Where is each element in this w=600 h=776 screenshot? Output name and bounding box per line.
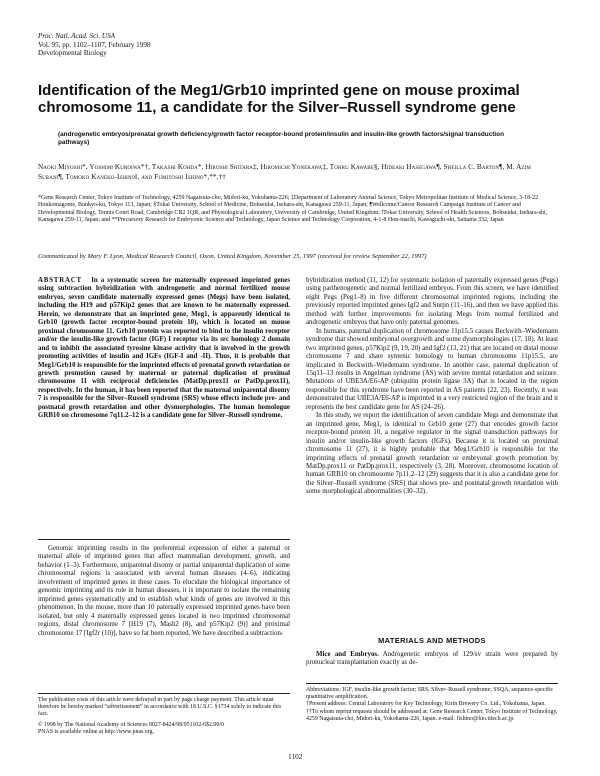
article-title: Identification of the Meg1/Grb10 imprinted gene on mouse proximal chromosome 11, a candidate for the Silver–Russell syndrome gene	[38, 82, 520, 116]
footnote-reprint: ††To whom reprint requests should be addressed at: Gene Research Center, Tokyo Institute of Technology, 4259 Nagatsuta-cho, Midori-ku, Yokohama-226, Japan. e-mail: fishino@bio.titech.ac.jp.	[306, 708, 558, 722]
intro-left-column	[38, 545, 290, 638]
abstract	[38, 277, 290, 421]
journal-volume: Vol. 95, pp. 1102–1107, February 1998	[38, 40, 151, 49]
abstract-text: In a systematic screen for maternally expressed imprinted genes using subtraction hybridization with androgenetic and normal fertilized mouse embryos, seven candidate maternally expressed genes (Megs) have been isolated, including the H19 and p57Kip2 genes that are known to be maternally expressed. Herein, we demonstrate that an imprinted gene, Meg1, is apparently identical to Grb10 (growth factor receptor-bound protein 10), which is located on mouse proximal chromosome 11. Grb10 protein was reported to bind to the insulin receptor and/or the insulin-like growth factor (IGF) I receptor via its src homology 2 domain and to inhibit the associated tyrosine kinase activity that is involved in the growth promoting activities of insulin and IGFs (IGF-I and -II). Thus, it is probable that Meg1/Grb10 is responsible for the imprinted effects of prenatal growth retardation or growth promotion caused by maternal or paternal duplication of proximal chromosome 11 with reciprocal deficiencies (MatDp.prox11 or PatDp.prox11), respectively. In the human, it has been reported that the maternal uniparental disomy 7 is responsible for the Silver–Russell syndrome (SRS) whose effects include pre- and postnatal growth retardation and other dysmorphologies. The human homologue GRB10 on chromosome 7q11.2–12 is a candidate gene for Silver–Russell syndrome.	[38, 277, 290, 420]
intro-right-column	[306, 277, 558, 497]
methods-text: Androgenetic embryos of 129/sv strain were prepared by pronuclear transplantation exactly as de-	[306, 651, 558, 667]
communicated-by: Communicated by Mary F. Lyon, Medical Research Council, Oxon, United Kingdom, November 25, 1997 (received for review September 22, 1997)	[38, 253, 427, 260]
methods-lead: Mice and Embryos.	[316, 651, 379, 658]
footnote-divider-right	[306, 683, 558, 684]
footnote-online: PNAS is available online at http://www.pnas.org.	[38, 728, 154, 735]
affiliations: *Gene Research Center, Tokyo Institute of Technology, 4259 Nagatsuta-cho, Midori-ku, Yokohama-226; ‡Department of Laboratory Animal Science, Tokyo Metropolitan Institute of Medical Science, 3-18-22 Honkomagome, Bunkyo-ku, Tokyo 113, Japan; §Tokai University, School of Medicine, Bohseidai, Isehara-shi, Kanagawa 259-11, Japan; ¶Wellcome/Cancer Research Campaign Institute of Cancer and Developmental Biology, Tennis Court Road, Cambridge CB2 1QR, and Physiological Laboratory, University of Cambridge, United Kingdom; ‖Tokai University, School of Health Sciences, Bohseidai, Isehara-shi, Kanagawa 259-11, Japan; and **Precursory Research for Embryonic Science and Technology, Japan Science and Technology Corporation, 4-1-8 Hon-machi, Kawaguchi-shi, Saitama 332, Japan	[38, 195, 548, 224]
footnote-abbreviations: Abbreviations: IGF, insulin-like growth factor; SRS, Silver–Russell syndrome; SSQA, sequence-specific quantitative amplification.	[306, 687, 554, 701]
paragraph-humans: In humans, paternal duplication of chromosome 11p15.5 causes Beckwith–Wiedemann syndrome that showed embryonal overgrowth and some dysmorphologies (17, 18). At least two imprinted genes, p57Kip2 (9, 19, 20) and Igf2 (13, 21) that are located on distal mouse chromosome 7 and share syntenic homology to human chromosome 11p15.5, are implicated in Beckwith–Wiedemann syndrome. In another case, paternal duplication of 15q11–13 results in Angelman syndrome (AS) with severe mental retardation and seizure. Mutations of UBE3A/E6-AP (ubiquitin protein ligase 3A) that is located in the region responsible for this syndrome have been reported in AS patients (22, 23). Recently, it was demonstrated that UBE3A/E6-AP is imprinted in a very restricted region of the brain and it represents the best candidate gene for AS (24–26).	[306, 327, 558, 411]
journal-header	[38, 32, 151, 58]
footnote-copyright: © 1998 by The National Academy of Sciences 0027-8424/98/951102-6$2.00/0	[38, 721, 224, 728]
footnote-divider-left	[38, 693, 290, 694]
journal-name: Proc. Natl. Acad. Sci. USA	[38, 32, 116, 40]
methods-paragraph	[306, 651, 558, 668]
paragraph-continued: hybridization method (11, 12) for systematic isolation of paternally expressed genes (Pegs) using parthenogenetic and normal fertilized embryos. From this screen, we have identified eight Pegs (Peg1–8) in five different chromosomal imprinted regions, including the previously reported imprinted genes Igf2 and Snrpn (11–16), and then we have applied this method with further improvements for isolating Megs from normal fertilized and androgenetic embryos that have only paternal genomes.	[306, 277, 558, 327]
page-number: 1102	[288, 752, 303, 761]
abstract-label: ABSTRACT	[38, 277, 82, 284]
intro-paragraph: Genomic imprinting results in the preferential expression of either a paternal or maternal allele of imprinted genes that affect mammalian development, growth, and behavior (1–3). Furthermore, uniparental disomy or partial uniparental duplication of some chromosomal regions is associated with several human diseases (4–6), indicating involvement of imprinted genes in these cases. To elucidate the biological importance of genomic imprinting and its role in human diseases, it is important to isolate the remaining imprinted genes systematically and to establish what kinds of genes are involved in this phenomenon. In the mouse, more than 10 paternally expressed imprinted genes have been isolated, but only 4 maternally expressed genes located in two imprinted chromosomal regions, distal chromosome 7 [H19 (7), Mash2 (8), and p57Kip2 (9)] and proximal chromosome 17 [Igf2r (10)], have so far been reported. We have described a subtraction-	[38, 545, 290, 637]
journal-section: Developmental Biology	[38, 49, 107, 58]
footnote-present-address: †Present address: Central Laboratory for Key Technology, Kirin Brewery Co. Ltd., Yokohama, Japan.	[306, 701, 546, 708]
keywords: (androgenetic embryos/prenatal growth deficiency/growth factor receptor-bound protein/insulin and insulin-like growth factors/signal transduction pathways)	[58, 131, 504, 146]
paragraph-study: In this study, we report the identification of seven candidate Megs and demonstrate that an imprinted gene, Meg1, is identical to Grb10 gene (27) that encodes growth factor receptor-bound protein 10, a negative regulator in the signal transduction pathways for insulin and/or insulin-like growth factors (IGFs). Because it is located on proximal chromosome 11 (27), it is highly probable that Meg1/Grb10 is responsible for the imprinting effects of prenatal growth retardation or embryonal growth promotion by MatDp.prox11 or PatDp.prox11, respectively (3, 28). Moreover, chromosome location of human GRB10 on chromosome 7p11.2–12 (29) suggests that it is also a candidate gene for the Silver–Russell syndrome (SRS) that shows pre- and postnatal growth retardation with some morphological abnormalities (30–32).	[306, 412, 558, 496]
author-list: Naoki Miyoshi*, Yoshimi Kuroiwa*†, Takashi Kohda*, Hiroshi Shitara‡, Hiromichi Yonekawa‡, Tohru Kawabe§, Hideaki Hasegawa¶, Sheilla C. Barton¶, M. Azim Surani¶, Tomoko Kaneko-Ishino‖, and Fumitoshi Ishino*,**,††	[38, 163, 531, 181]
footnote-publication: The publication costs of this article were defrayed in part by page charge payment. This article must therefore be hereby marked “advertisement” in accordance with 18 U.S.C. §1734 solely to indicate this fact.	[38, 697, 282, 718]
abstract-divider	[38, 539, 290, 540]
footnotes-right	[306, 687, 558, 723]
section-title: MATERIALS AND METHODS	[378, 636, 486, 645]
footnotes-left	[38, 697, 290, 736]
